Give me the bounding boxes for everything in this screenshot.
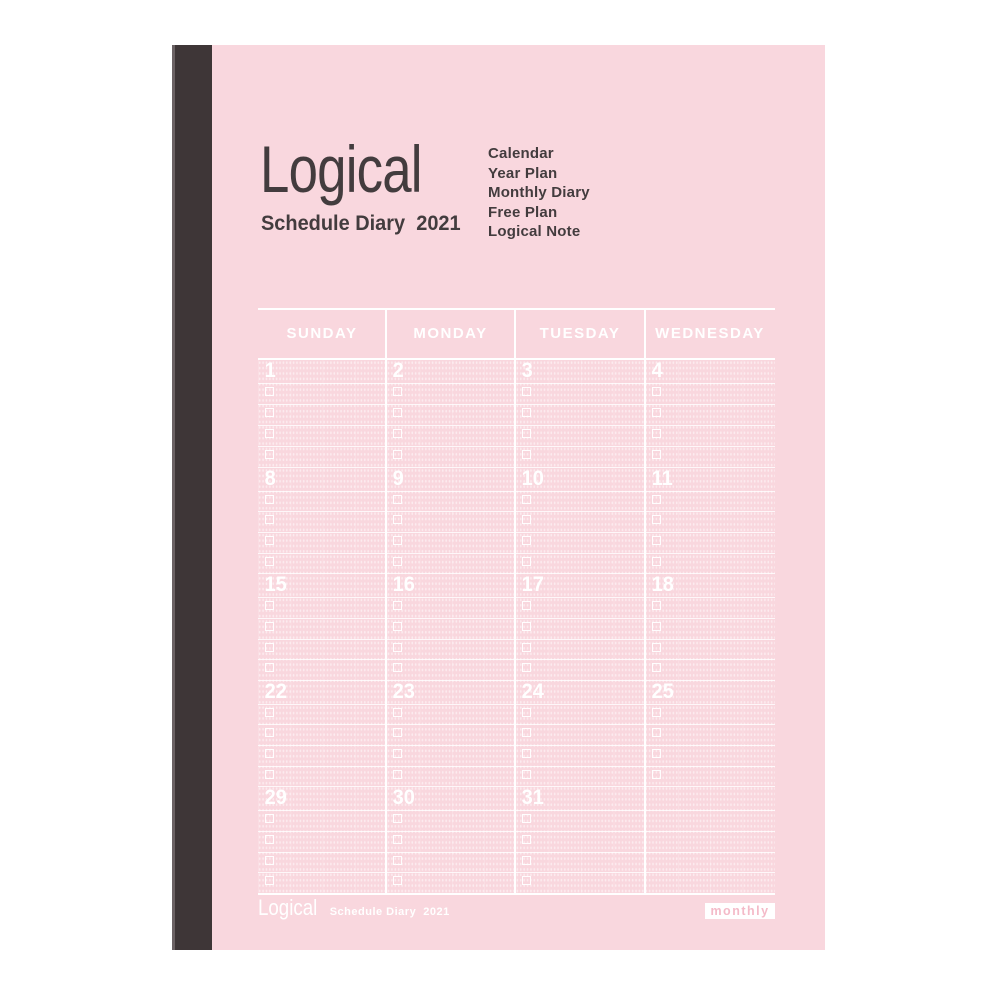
monthly-tag: monthly [705, 903, 775, 919]
week-row [258, 680, 775, 787]
task-cell [515, 405, 645, 425]
notebook-spine [172, 45, 212, 950]
checkbox-icon [393, 536, 402, 545]
checkbox-icon [265, 601, 274, 610]
date-number: 8 [264, 466, 276, 490]
checkbox-icon [265, 814, 274, 823]
task-cell [386, 873, 515, 893]
checkbox-icon [522, 814, 531, 823]
task-cell [258, 705, 386, 725]
task-cell [258, 725, 386, 745]
footer-subtitle: Schedule Diary 2021 [329, 906, 450, 918]
checkbox-icon [393, 495, 402, 504]
checkbox-icon [265, 557, 274, 566]
checkbox-icon [265, 495, 274, 504]
task-cell [645, 405, 775, 425]
task-cell [258, 447, 386, 467]
checkbox-icon [652, 622, 661, 631]
checkbox-icon [393, 643, 402, 652]
task-row [258, 446, 775, 467]
task-cell [645, 853, 775, 873]
checkbox-icon [652, 728, 661, 737]
checkbox-icon [522, 835, 531, 844]
calendar-body [258, 360, 775, 895]
date-number: 4 [651, 359, 663, 382]
task-row [258, 872, 775, 893]
checkbox-icon [265, 728, 274, 737]
feature-item: Monthly Diary [488, 184, 590, 202]
task-row [258, 491, 775, 512]
task-cell [515, 426, 645, 446]
date-cell-18 [645, 574, 775, 597]
notebook-cover [172, 45, 825, 950]
task-cell [645, 660, 775, 680]
date-number: 16 [392, 573, 415, 597]
task-cell [515, 660, 645, 680]
checkbox-icon [393, 814, 402, 823]
task-cell [645, 873, 775, 893]
checkbox-icon [522, 622, 531, 631]
task-cell [515, 554, 645, 574]
checkbox-icon [522, 387, 531, 396]
task-cell [258, 554, 386, 574]
task-cell [386, 811, 515, 831]
checkbox-icon [652, 450, 661, 459]
calendar-header-row [258, 310, 775, 360]
task-cell [645, 447, 775, 467]
day-header-tuesday: TUESDAY [539, 325, 621, 342]
checkbox-icon [652, 515, 661, 524]
task-cell [386, 725, 515, 745]
task-cell [258, 640, 386, 660]
checkbox-icon [522, 429, 531, 438]
column-divider [385, 310, 387, 895]
task-cell [386, 832, 515, 852]
checkbox-icon [652, 387, 661, 396]
checkbox-icon [265, 429, 274, 438]
task-row [258, 810, 775, 831]
task-cell [258, 767, 386, 787]
checkbox-icon [522, 708, 531, 717]
checkbox-icon [393, 856, 402, 865]
task-cell [515, 767, 645, 787]
checkbox-icon [522, 515, 531, 524]
checkbox-icon [393, 708, 402, 717]
checkbox-icon [265, 515, 274, 524]
task-row [258, 831, 775, 852]
checkbox-icon [393, 557, 402, 566]
date-row [258, 680, 775, 704]
date-cell-1 [258, 360, 386, 383]
task-cell [386, 512, 515, 532]
date-cell-empty [645, 787, 775, 810]
feature-item: Year Plan [488, 164, 558, 182]
date-cell-3 [515, 360, 645, 383]
monthly-calendar [258, 308, 775, 895]
date-cell-16 [386, 574, 515, 597]
checkbox-icon [393, 622, 402, 631]
checkbox-icon [393, 770, 402, 779]
checkbox-icon [522, 749, 531, 758]
checkbox-icon [652, 557, 661, 566]
task-row [258, 724, 775, 745]
task-cell [386, 619, 515, 639]
date-number: 1 [264, 359, 276, 382]
date-number: 24 [521, 679, 544, 703]
feature-item: Calendar [488, 145, 554, 162]
task-row [258, 511, 775, 532]
task-cell [386, 705, 515, 725]
checkbox-icon [393, 663, 402, 672]
checkbox-icon [522, 450, 531, 459]
footer-brand: Logical [258, 895, 318, 920]
task-row [258, 597, 775, 618]
task-cell [515, 598, 645, 618]
checkbox-icon [652, 749, 661, 758]
task-cell [258, 405, 386, 425]
task-cell [258, 853, 386, 873]
checkbox-icon [522, 663, 531, 672]
task-cell [645, 384, 775, 404]
task-cell [515, 619, 645, 639]
date-cell-25 [645, 681, 775, 704]
checkbox-icon [652, 536, 661, 545]
footer [258, 897, 450, 919]
task-row [258, 532, 775, 553]
date-cell-4 [645, 360, 775, 383]
task-cell [258, 512, 386, 532]
task-row [258, 852, 775, 873]
date-number: 11 [651, 466, 673, 490]
task-cell [515, 512, 645, 532]
task-cell [645, 725, 775, 745]
task-cell [645, 705, 775, 725]
checkbox-icon [265, 387, 274, 396]
task-row [258, 704, 775, 725]
task-cell [645, 492, 775, 512]
checkbox-icon [393, 876, 402, 885]
task-cell [258, 811, 386, 831]
task-cell [386, 853, 515, 873]
task-cell [515, 492, 645, 512]
task-cell [645, 619, 775, 639]
checkbox-icon [393, 835, 402, 844]
task-cell [258, 832, 386, 852]
week-row [258, 573, 775, 680]
task-row [258, 766, 775, 787]
column-divider [644, 310, 646, 895]
task-cell [645, 832, 775, 852]
task-cell [645, 640, 775, 660]
task-row [258, 745, 775, 766]
task-cell [645, 533, 775, 553]
checkbox-icon [265, 749, 274, 758]
task-cell [258, 873, 386, 893]
checkbox-icon [652, 663, 661, 672]
date-cell-8 [258, 468, 386, 491]
checkbox-icon [522, 770, 531, 779]
task-cell [515, 533, 645, 553]
task-row [258, 383, 775, 404]
date-number: 22 [264, 679, 287, 703]
task-cell [386, 384, 515, 404]
date-cell-9 [386, 468, 515, 491]
date-number: 15 [264, 573, 287, 597]
task-cell [515, 832, 645, 852]
date-cell-2 [386, 360, 515, 383]
date-cell-31 [515, 787, 645, 810]
checkbox-icon [393, 749, 402, 758]
checkbox-icon [522, 601, 531, 610]
task-cell [645, 767, 775, 787]
task-cell [386, 426, 515, 446]
task-cell [515, 705, 645, 725]
task-cell [386, 640, 515, 660]
checkbox-icon [652, 643, 661, 652]
date-number: 2 [392, 359, 404, 382]
task-cell [386, 660, 515, 680]
checkbox-icon [265, 835, 274, 844]
task-cell [258, 426, 386, 446]
week-row [258, 360, 775, 467]
date-number: 29 [264, 786, 287, 810]
checkbox-icon [265, 770, 274, 779]
task-cell [515, 853, 645, 873]
date-number: 3 [521, 359, 533, 382]
checkbox-icon [393, 728, 402, 737]
day-header-monday: MONDAY [413, 325, 488, 342]
task-cell [258, 533, 386, 553]
task-cell [258, 746, 386, 766]
checkbox-icon [522, 557, 531, 566]
date-number: 10 [521, 466, 544, 490]
checkbox-icon [265, 622, 274, 631]
task-cell [515, 447, 645, 467]
date-cell-17 [515, 574, 645, 597]
checkbox-icon [522, 495, 531, 504]
checkbox-icon [393, 515, 402, 524]
task-row [258, 618, 775, 639]
task-cell [386, 554, 515, 574]
checkbox-icon [393, 408, 402, 417]
task-cell [258, 619, 386, 639]
task-cell [386, 533, 515, 553]
checkbox-icon [265, 856, 274, 865]
task-cell [258, 660, 386, 680]
date-number: 9 [392, 466, 404, 490]
checkbox-icon [265, 708, 274, 717]
date-row [258, 786, 775, 810]
checkbox-icon [522, 643, 531, 652]
checkbox-icon [265, 663, 274, 672]
task-cell [386, 767, 515, 787]
task-cell [515, 811, 645, 831]
checkbox-icon [522, 536, 531, 545]
checkbox-icon [265, 643, 274, 652]
date-row [258, 360, 775, 383]
task-cell [515, 640, 645, 660]
checkbox-icon [393, 387, 402, 396]
task-cell [515, 873, 645, 893]
day-header-sunday: SUNDAY [286, 325, 358, 342]
week-row [258, 467, 775, 574]
checkbox-icon [652, 495, 661, 504]
task-row [258, 404, 775, 425]
task-cell [645, 598, 775, 618]
checkbox-icon [522, 856, 531, 865]
checkbox-icon [265, 876, 274, 885]
date-number: 18 [651, 573, 674, 597]
task-cell [386, 405, 515, 425]
checkbox-icon [393, 429, 402, 438]
date-row [258, 573, 775, 597]
task-cell [645, 811, 775, 831]
task-row [258, 639, 775, 660]
checkbox-icon [522, 728, 531, 737]
task-cell [515, 725, 645, 745]
checkbox-icon [652, 770, 661, 779]
date-row [258, 467, 775, 491]
date-cell-11 [645, 468, 775, 491]
checkbox-icon [652, 601, 661, 610]
task-row [258, 659, 775, 680]
date-cell-22 [258, 681, 386, 704]
brand-title: Logical [260, 132, 422, 206]
date-number: 23 [392, 679, 415, 703]
task-cell [386, 492, 515, 512]
task-row [258, 553, 775, 574]
day-header-wednesday: WEDNESDAY [655, 325, 765, 342]
task-cell [386, 746, 515, 766]
date-number: 30 [392, 786, 415, 810]
checkbox-icon [265, 536, 274, 545]
date-number: 31 [521, 786, 544, 810]
checkbox-icon [652, 429, 661, 438]
date-cell-29 [258, 787, 386, 810]
feature-item: Logical Note [488, 223, 581, 241]
task-cell [258, 492, 386, 512]
brand-subtitle: Schedule Diary 2021 [261, 212, 461, 235]
task-cell [515, 384, 645, 404]
checkbox-icon [265, 408, 274, 417]
column-divider [514, 310, 516, 895]
date-cell-30 [386, 787, 515, 810]
date-cell-24 [515, 681, 645, 704]
feature-item: Free Plan [488, 203, 558, 221]
checkbox-icon [652, 708, 661, 717]
task-cell [258, 384, 386, 404]
checkbox-icon [522, 876, 531, 885]
task-cell [258, 598, 386, 618]
checkbox-icon [393, 450, 402, 459]
task-cell [645, 426, 775, 446]
checkbox-icon [522, 408, 531, 417]
date-cell-10 [515, 468, 645, 491]
week-row [258, 786, 775, 893]
task-cell [645, 554, 775, 574]
checkbox-icon [652, 408, 661, 417]
task-cell [386, 447, 515, 467]
task-cell [515, 746, 645, 766]
date-number: 25 [651, 679, 674, 703]
checkbox-icon [265, 450, 274, 459]
task-row [258, 425, 775, 446]
date-number: 17 [521, 573, 544, 597]
checkbox-icon [393, 601, 402, 610]
task-cell [645, 746, 775, 766]
feature-list [488, 144, 590, 242]
task-cell [645, 512, 775, 532]
task-cell [386, 598, 515, 618]
date-cell-15 [258, 574, 386, 597]
date-cell-23 [386, 681, 515, 704]
